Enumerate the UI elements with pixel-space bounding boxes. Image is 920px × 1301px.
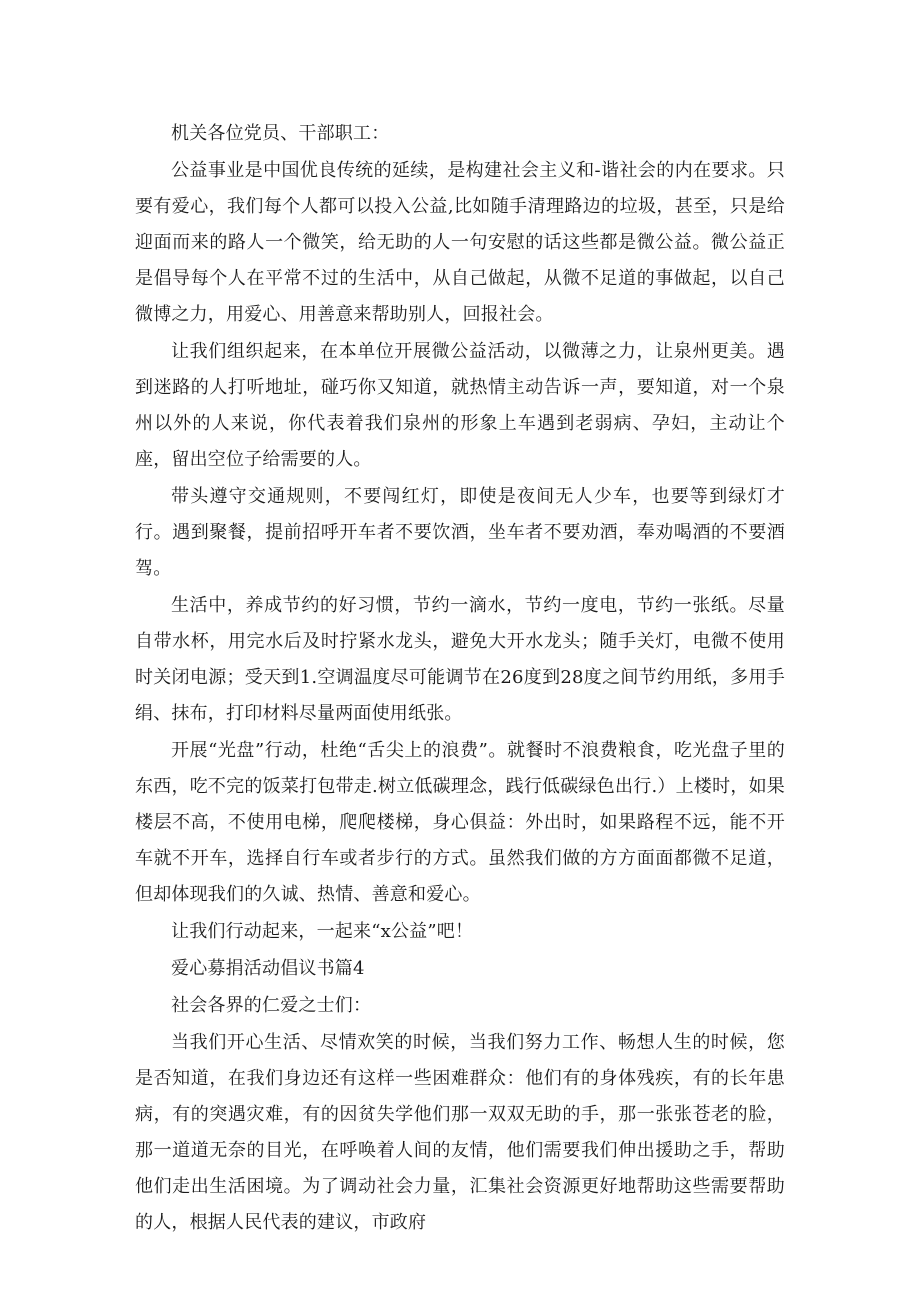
section-title: 爱心募捐活动倡议书篇4 <box>171 958 365 979</box>
greeting-paragraph: 机关各位党员、干部职工： <box>171 123 390 144</box>
body-paragraph: 当我们开心生活、尽情欢笑的时候，当我们努力工作、畅想人生的时候，您是否知道，在我们身边还有这样一些困难群众：他们有的身体残疾，有的长年患病，有的突遇灾难，有的因贫失学他们那一双双无助的手，那一张张苍老的脸，那一道道无奈的目光，在呼唤着人间的友情，他们需要我们伸出援助之手，帮助他们走出生活困境。为了调动社会力量，汇集社会资源更好地帮助这些需要帮助的人，根据人民代表的建议，市政府 <box>135 1032 785 1233</box>
body-paragraph: 生活中，养成节约的好习惯，节约一滴水，节约一度电，节约一张纸。尽量自带水杯，用完水后及时拧紧水龙头，避免大开水龙头；随手关灯，电微不使用时关闭电源；受天到1.空调温度尽可能调节在26度到28度之间节约用纸，多用手绢、抹布，打印材料尽量两面使用纸张。 <box>135 595 785 724</box>
closing-paragraph: 让我们行动起来，一起来“x公益”吧！ <box>171 921 474 942</box>
body-paragraph: 开展“光盘”行动，杜绝“舌尖上的浪费”。就餐时不浪费粮食，吃光盘子里的东西，吃不完的饭菜打包带走.树立低碳理念，践行低碳绿色出行.）上楼时，如果楼层不高，不使用电梯，爬爬楼梯，身心俱益：外出时，如果路程不远，能不开车就不开车，选择自行车或者步行的方式。虽然我们做的方方面面都微不足道，但却体现我们的久诚、热情、善意和爱心。 <box>135 740 785 905</box>
greeting-paragraph: 社会各界的仁爱之士们： <box>171 995 372 1016</box>
body-paragraph: 让我们组织起来，在本单位开展微公益活动，以微薄之力，让泉州更美。遇到迷路的人打听地址，碰巧你又知道，就热情主动告诉一声，要知道，对一个泉州以外的人来说，你代表着我们泉州的形象上车遇到老弱病、孕妇，主动让个座，留出空位子给需要的人。 <box>135 341 785 470</box>
body-paragraph: 公益事业是中国优良传统的延续，是构建社会主义和-谐社会的内在要求。只要有爱心，我们每个人都可以投入公益,比如随手清理路边的垃圾，甚至，只是给迎面而来的路人一个微笑，给无助的人一句安慰的话这些都是微公益。微公益正是倡导每个人在平常不过的生活中，从自己做起，从微不足道的事做起，以自己微博之力，用爱心、用善意来帮助别人，回报社会。 <box>135 160 785 325</box>
document-body <box>135 116 785 1242</box>
body-paragraph: 带头遵守交通规则，不要闯红灯，即使是夜间无人少车，也要等到绿灯才行。遇到聚餐，提前招呼开车者不要饮酒，坐车者不要劝酒，奉劝喝酒的不要酒驾。 <box>135 486 785 579</box>
